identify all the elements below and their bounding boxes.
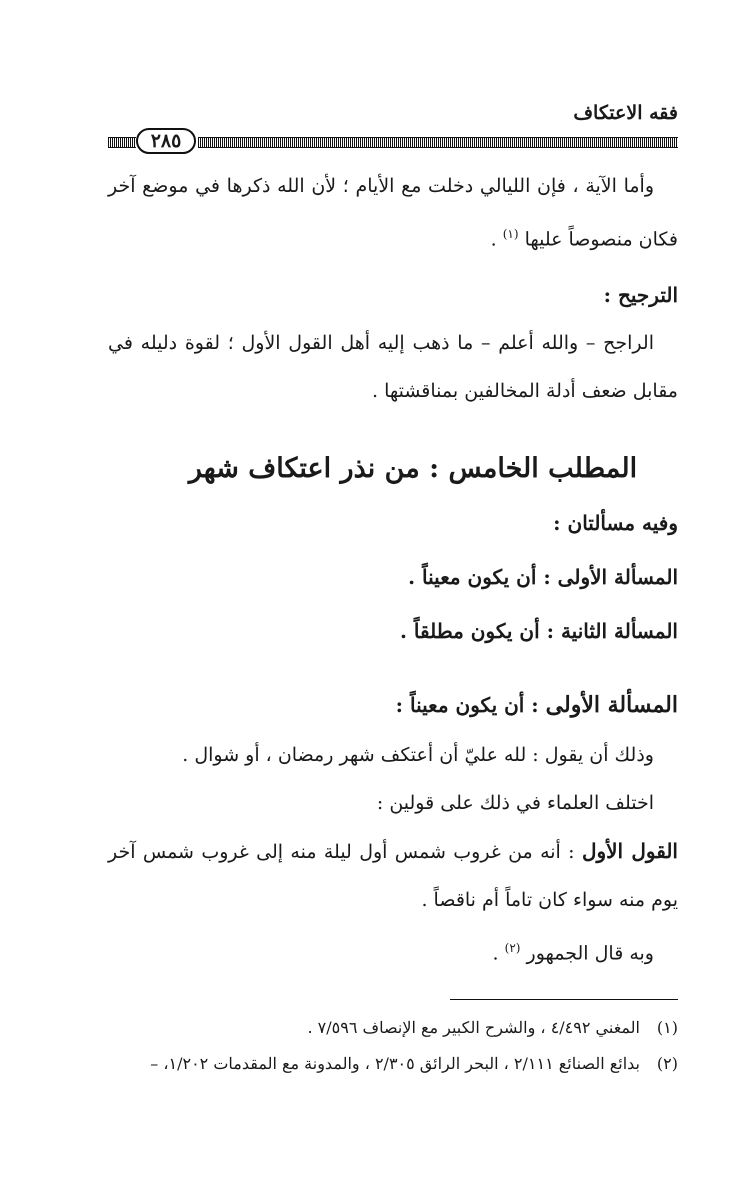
footnote-1-number: (١) (656, 1018, 678, 1037)
footnote-2-text: بدائع الصنائع ٢/١١١ ، البحر الرائق ٢/٣٠٥ ، والمدونة مع المقدمات ١/٢٠٢، – (150, 1054, 640, 1073)
first-opinion-label: القول الأول (581, 839, 678, 864)
footnotes (108, 1010, 678, 1082)
tarjih-heading: الترجيح : (603, 283, 678, 308)
footnote-1-text: المغني ٤/٤٩٢ ، والشرح الكبير مع الإنصاف ٧/٥٩٦ . (307, 1018, 640, 1037)
paragraph-example: وذلك أن يقول : لله عليّ أن أعتكف شهر رمضان ، أو شوال . (182, 744, 654, 767)
section-title-part-a: المطلب الخامس (448, 453, 638, 485)
paragraph-first-opinion (108, 827, 678, 924)
paragraph-verse-line1: وأما الآية ، فإن الليالي دخلت مع الأيام ؛ لأن الله ذكرها في موضع آخر (108, 175, 654, 197)
first-opinion-text: : أنه من غروب شمس أول ليلة منه إلى غروب شمس آخر يوم منه سواء كان تاماً أم ناقصاً . (108, 841, 678, 912)
section-title-sep: : (419, 453, 449, 485)
footnote-2-number: (٢) (656, 1054, 678, 1073)
footnote-separator (450, 999, 678, 1000)
subsection-title-a: المسألة الأولى (545, 692, 678, 719)
page-number: ٢٨٥ (136, 128, 196, 154)
subsection-title-b: أن يكون معيناً : (395, 693, 525, 718)
subsection-title-sep: : (524, 693, 546, 718)
list-item-2: المسألة الثانية : أن يكون مطلقاً . (399, 619, 678, 644)
subsection-title (108, 681, 678, 729)
page-body (108, 162, 678, 978)
footnote-ref-2[interactable]: (٢) (504, 941, 521, 956)
footnote-2 (108, 1046, 678, 1082)
header-rule-right (198, 137, 678, 148)
section-title-part-b: من نذر اعتكاف شهر (188, 453, 420, 485)
paragraph-majority-text: وبه قال الجمهور (526, 942, 654, 965)
paragraph-majority-end: . (492, 942, 505, 965)
paragraph-tarjih: الراجح – والله أعلم – ما ذهب إليه أهل القول الأول ؛ لقوة دليله في مقابل ضعف أدلة المخالفين بمناقشتها . (108, 332, 678, 403)
paragraph-verse-end: . (490, 228, 503, 251)
running-title: فقه الاعتكاف (573, 102, 678, 124)
section-title (108, 445, 678, 493)
header-rule (108, 128, 678, 158)
header-rule-left (108, 137, 136, 148)
footnote-ref-1[interactable]: (١) (502, 227, 519, 241)
footnote-1 (108, 1010, 678, 1046)
paragraph-verse-line2: فكان منصوصاً عليها (524, 228, 678, 251)
list-item-1: المسألة الأولى : أن يكون معيناً . (408, 565, 678, 590)
paragraph-majority (108, 924, 678, 977)
paragraph-verse (108, 162, 678, 263)
intro-line: وفيه مسألتان : (553, 511, 678, 536)
paragraph-disagreement: اختلف العلماء في ذلك على قولين : (376, 792, 654, 815)
